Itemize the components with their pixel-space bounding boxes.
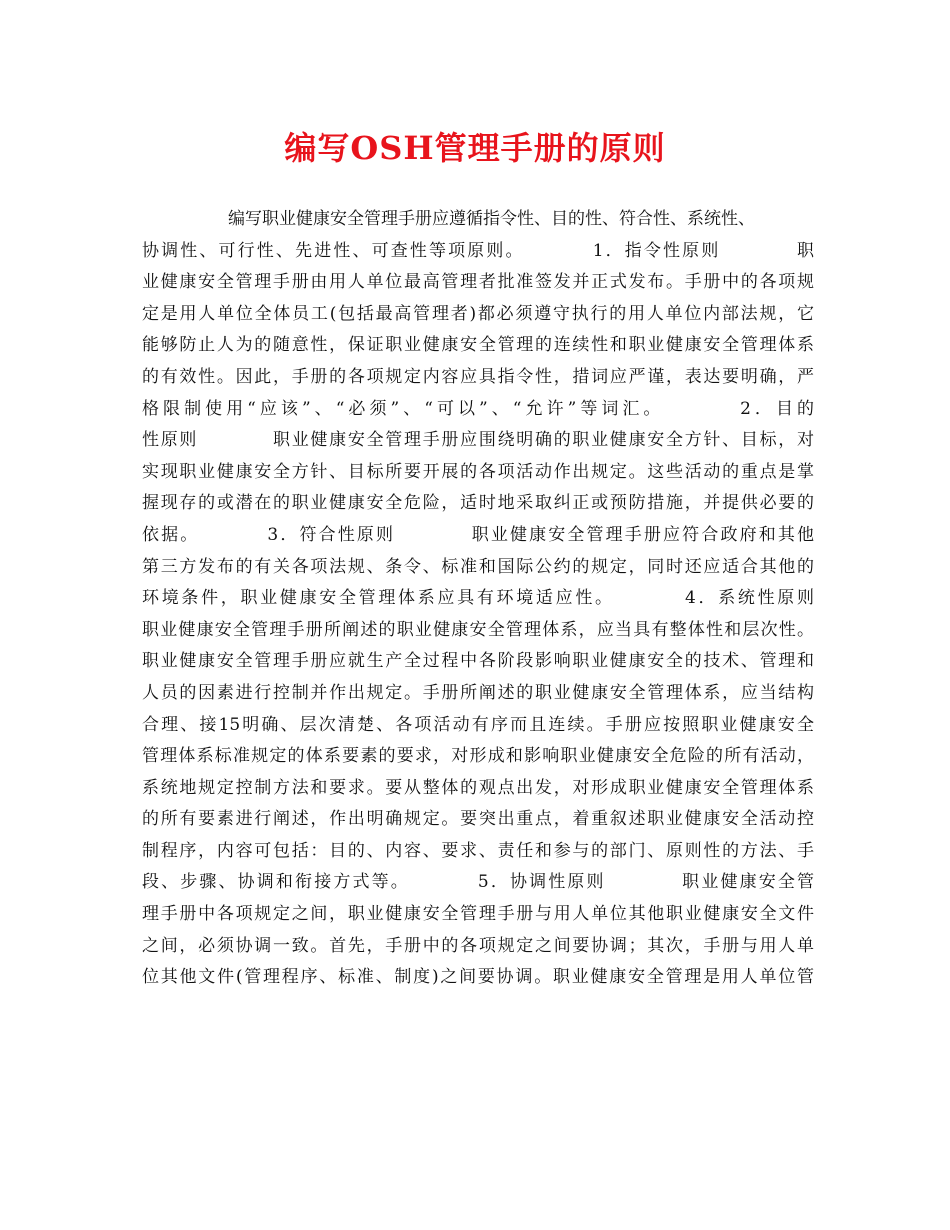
body-line: 管理体系标准规定的体系要素的要求，对形成和影响职业健康安全危险的所有活动，	[142, 746, 814, 767]
body-line: 协调性、可行性、先进性、可查性等项原则。 1．指令性原则 职	[142, 240, 814, 261]
body-line: 业健康安全管理手册由用人单位最高管理者批准签发并正式发布。手册中的各项规	[142, 272, 814, 293]
body-line: 之间，必须协调一致。首先，手册中的各项规定之间要协调；其次，手册与用人单	[142, 935, 814, 956]
body-line: 握现存的或潜在的职业健康安全危险，适时地采取纠正或预防措施，并提供必要的	[142, 493, 814, 514]
body-line: 的所有要素进行阐述，作出明确规定。要突出重点，着重叙述职业健康安全活动控	[142, 809, 814, 830]
body-line: 职业健康安全管理手册所阐述的职业健康安全管理体系，应当具有整体性和层次性。	[142, 619, 814, 640]
body-line: 能够防止人为的随意性，保证职业健康安全管理的连续性和职业健康安全管理体系	[142, 335, 814, 356]
document-title: 编写OSH管理手册的原则	[284, 129, 666, 167]
body-line: 理手册中各项规定之间，职业健康安全管理手册与用人单位其他职业健康安全文件	[142, 904, 814, 925]
body-line: 系统地规定控制方法和要求。要从整体的观点出发，对形成职业健康安全管理体系	[142, 777, 814, 798]
body-line: 人员的因素进行控制并作出规定。手册所阐述的职业健康安全管理体系，应当结构	[142, 682, 814, 703]
body-line: 环境条件，职业健康安全管理体系应具有环境适应性。 4．系统性原则	[142, 588, 814, 609]
document-body	[142, 204, 814, 994]
body-line: 格限制使用“应该”、“必须”、“可以”、“允许”等词汇。 2．目的	[142, 398, 814, 419]
body-line: 实现职业健康安全方针、目标所要开展的各项活动作出规定。这些活动的重点是掌	[142, 461, 814, 482]
body-line: 制程序，内容可包括：目的、内容、要求、责任和参与的部门、原则性的方法、手	[142, 840, 814, 861]
body-line: 段、步骤、协调和衔接方式等。 5．协调性原则 职业健康安全管	[142, 872, 814, 893]
body-line: 依据。 3．符合性原则 职业健康安全管理手册应符合政府和其他	[142, 524, 814, 545]
body-line: 合理、接15明确、层次清楚、各项活动有序而且连续。手册应按照职业健康安全	[142, 714, 814, 735]
body-line: 的有效性。因此，手册的各项规定内容应具指令性，措词应严谨，表达要明确，严	[142, 366, 814, 387]
body-line: 性原则 职业健康安全管理手册应围绕明确的职业健康安全方针、目标，对	[142, 430, 814, 451]
body-line: 定是用人单位全体员工(包括最高管理者)都必须遵守执行的用人单位内部法规，它	[142, 303, 814, 324]
body-line: 位其他文件(管理程序、标准、制度)之间要协调。职业健康安全管理是用人单位管	[142, 967, 814, 988]
body-line: 编写职业健康安全管理手册应遵循指令性、目的性、符合性、系统性、	[228, 209, 755, 229]
body-line: 职业健康安全管理手册应就生产全过程中各阶段影响职业健康安全的技术、管理和	[142, 651, 814, 672]
body-line: 第三方发布的有关各项法规、条令、标准和国际公约的规定，同时还应适合其他的	[142, 556, 814, 577]
